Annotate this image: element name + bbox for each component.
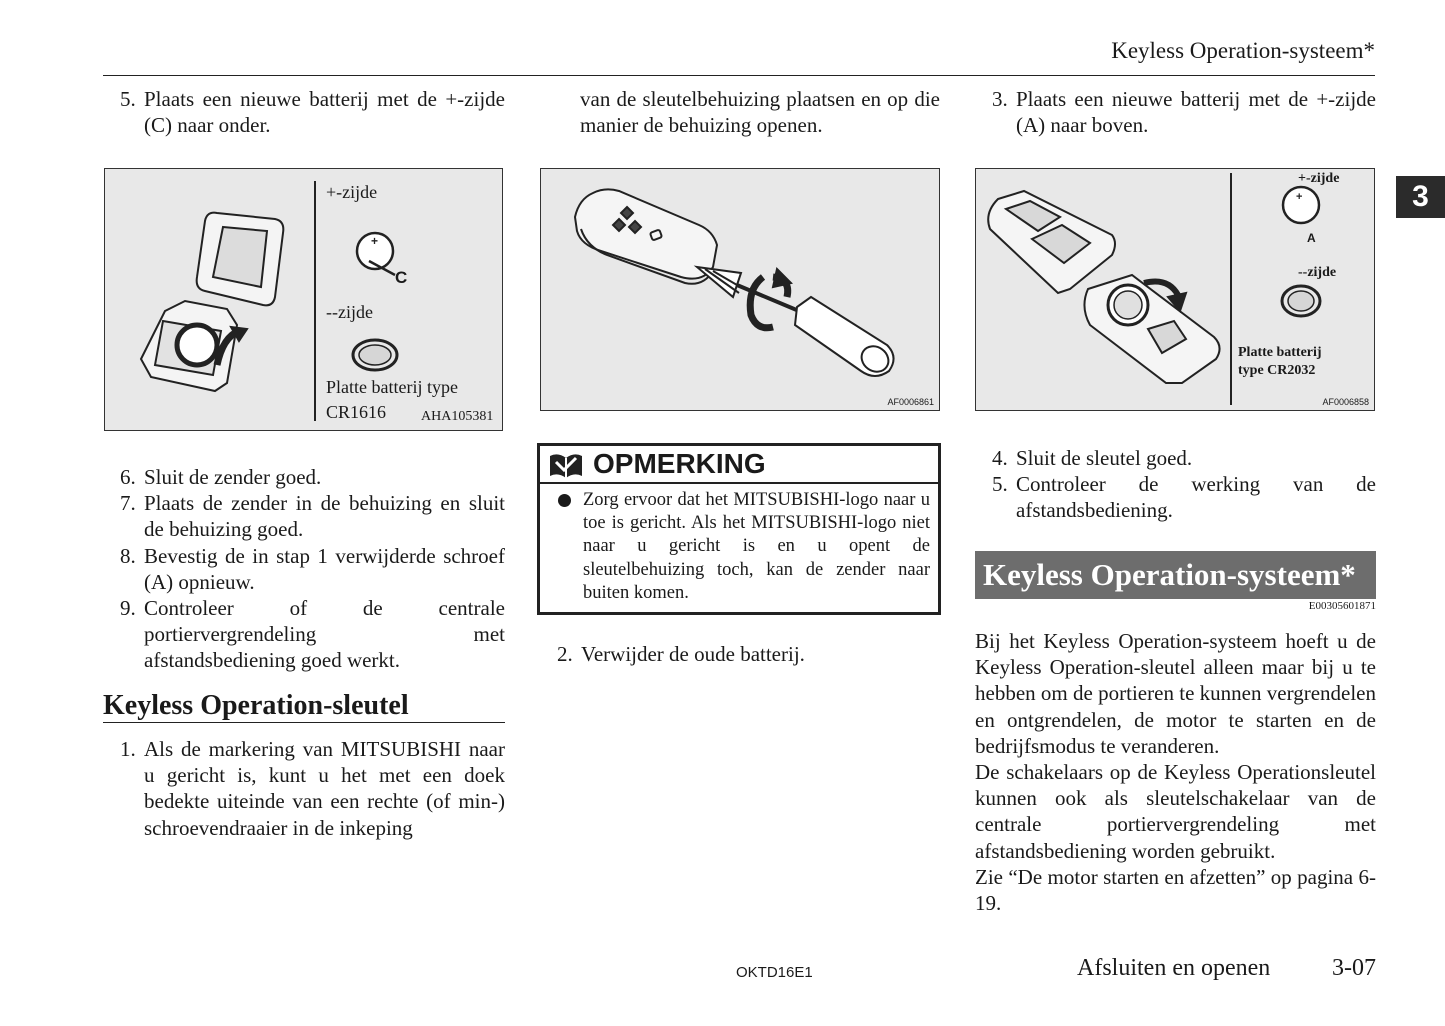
step-number: 6. (120, 465, 136, 489)
paragraph: Zie “De motor starten en afzetten” op pagina 6-19. (975, 864, 1376, 916)
paragraph: De schakelaars op de Keyless Operationsleutel kunnen ook als sleutelschakelaar van de centrale portiervergrendeling met afstandsbediening worden gebruikt. (975, 760, 1376, 863)
section-code: E00305601871 (1308, 600, 1376, 612)
col2-continuation: van de sleutelbehuizing plaatsen en op die manier de behuizing openen. (580, 87, 940, 138)
col1-step1 (103, 736, 505, 841)
footer-page-number: 3-07 (1332, 955, 1376, 981)
plus-marker-label: C (395, 268, 408, 287)
col3-steps-list (975, 445, 1376, 524)
step-text: Sluit de sleutel goed. (1016, 446, 1193, 470)
minus-side-label: --zijde (326, 302, 373, 322)
figure-code: AF0006858 (1322, 397, 1369, 407)
note-box (537, 443, 941, 615)
svg-text:+: + (1296, 191, 1303, 203)
note-title: OPMERKING (593, 448, 766, 479)
note-header (540, 446, 938, 484)
col1-step5 (103, 86, 505, 138)
step-number: 8. (120, 543, 136, 568)
battery-model-label: type CR2032 (1238, 363, 1316, 378)
step-number: 4. (992, 446, 1008, 470)
footer-section: Afsluiten en openen (1077, 955, 1271, 981)
figure-transmitter-battery (104, 168, 503, 431)
step-text: Plaats een nieuwe batterij met de +-zijde (C) naar onder. (144, 87, 505, 138)
battery-type-label: Platte batterij (1238, 345, 1322, 360)
step-number: 3. (992, 87, 1008, 111)
step-text: Controleer de werking van de afstandsbediening. (1016, 472, 1376, 523)
step-text: Sluit de zender goed. (144, 465, 322, 489)
col3-body (975, 628, 1376, 916)
header-rule (103, 75, 1375, 76)
svg-text:+: + (371, 234, 379, 248)
paragraph: Bij het Keyless Operation-systeem hoeft u de Keyless Operation-sleutel alleen maar bij u te hebben om de portieren te kunnen vergrendelen en ontgrendelen, de motor te starten en de bedrijfsmodus te veranderen. (975, 629, 1376, 758)
figure-code: AF0006861 (887, 397, 934, 407)
step-number: 1. (120, 737, 136, 761)
col3-step3 (975, 86, 1376, 138)
plus-marker-label: A (1307, 231, 1316, 245)
step-text: Controleer of de centrale portiervergrendeling met afstandsbediening goed werkt. (144, 596, 505, 673)
col1-steps-list (103, 464, 505, 674)
footer-doc-code: OKTD16E1 (736, 964, 813, 981)
step-text: Als de markering van MITSUBISHI naar u gericht is, kunt u het met een doek bedekte uiteinde van een rechte (of min-) schroevendraaier in de inkeping (144, 737, 505, 840)
note-book-icon (546, 448, 586, 482)
figure-code: AHA105381 (421, 409, 494, 424)
step-number: 2. (557, 642, 573, 666)
battery-type-label: Platte batterij type (326, 377, 458, 397)
col2-step2 (540, 641, 940, 667)
step-number: 9. (120, 596, 136, 621)
note-body (540, 484, 938, 605)
section-heading: Keyless Operation-sleutel (103, 690, 505, 723)
minus-side-label: --zijde (1298, 265, 1337, 280)
note-text: Zorg ervoor dat het MITSUBISHI-logo naar u toe is gericht. Als het MITSUBISHI-logo niet naar u gericht is en u opent de sleutelbehuizing toch, kan de zender naar buiten komen. (583, 490, 930, 603)
plus-side-label: +-zijde (326, 182, 378, 202)
step-number: 7. (120, 491, 136, 516)
plus-side-label: +-zijde (1298, 171, 1340, 186)
step-text: Bevestig de in stap 1 verwijderde schroef (A) opnieuw. (144, 543, 505, 594)
step-number: 5. (120, 87, 136, 111)
step-text: Verwijder de oude batterij. (581, 642, 805, 666)
running-header-title: Keyless Operation-systeem* (1111, 38, 1375, 63)
chapter-tab: 3 (1396, 176, 1445, 218)
figure-open-key-housing (540, 168, 940, 411)
step-text: Plaats een nieuwe batterij met de +-zijde (A) naar boven. (1016, 87, 1376, 138)
battery-model-label: CR1616 (326, 402, 387, 422)
bullet-icon (558, 494, 571, 507)
step-number: 5. (992, 472, 1008, 497)
section-banner: Keyless Operation-systeem* (975, 551, 1376, 599)
step-text: Plaats de zender in de behuizing en sluit de behuizing goed. (144, 491, 505, 542)
key-screwdriver-illustration (541, 169, 938, 409)
figure-key-battery (975, 168, 1375, 411)
